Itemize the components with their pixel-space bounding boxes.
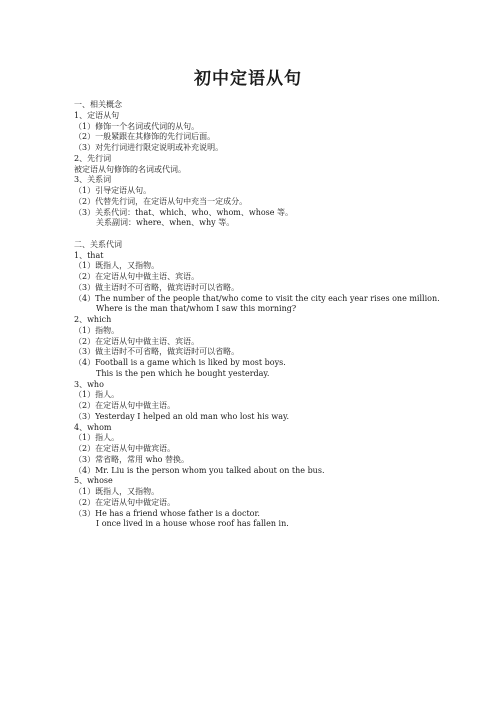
text-line: （1）既指人，又指物。 (74, 261, 160, 271)
text-line: （1）修饰一个名词或代词的从句。 (74, 121, 200, 131)
text-line: （1）既指人，又指物。 (74, 487, 160, 496)
text-line: 2、先行词 (74, 153, 112, 163)
text-line: 5、whose (74, 476, 113, 486)
text-line: （2）在定语从句中做宾语。 (74, 444, 176, 453)
text-line: 一、相关概念 (74, 100, 122, 109)
text-line: （2）代替先行词，在定语从句中充当一定成分。 (74, 196, 248, 206)
text-line: 被定语从句修饰的名词或代词。 (74, 164, 186, 174)
text-line: （1）指物。 (74, 325, 120, 335)
text-line: （1）指人。 (74, 433, 120, 443)
text-line: （3）常省略，常用 who 替换。 (74, 454, 189, 464)
text-line: （3）做主语时不可省略，做宾语时可以省略。 (74, 282, 240, 292)
document-title: 初中定语从句 (194, 69, 302, 89)
text-line: 二、关系代词 (74, 239, 122, 249)
text-line: （3）He has a friend whose father is a doctor. (74, 508, 260, 518)
text-line: This is the pen which he bought yesterday. (96, 368, 270, 378)
text-line: （4）The number of the people that/who come to visit the city each year rises one million. (74, 293, 440, 303)
text-line: （1）指人。 (74, 390, 120, 400)
text-line: （3）做主语时不可省略，做宾语时可以省略。 (74, 347, 240, 357)
text-line: （2）在定语从句中做定语。 (74, 497, 176, 507)
text-line: 4、whom (74, 422, 112, 432)
text-line: I once lived in a house whose roof has fallen in. (96, 519, 289, 529)
text-line: （2）在定语从句中做主语、宾语。 (74, 336, 200, 346)
text-line: 2、which (74, 315, 112, 324)
text-line: （1）引导定语从句。 (74, 186, 152, 195)
text-line: （3）Yesterday I helped an old man who lost his way. (74, 411, 290, 421)
text-line: 关系副词：where、when、why 等。 (96, 218, 235, 228)
text-line: （3）关系代词：that、which、who、whom、whose 等。 (74, 207, 294, 217)
text-line: 1、定语从句 (74, 110, 120, 120)
text-line: 3、who (74, 379, 104, 389)
text-line: （2）在定语从句中做主语、宾语。 (74, 272, 200, 281)
text-line: （2）在定语从句中做主语。 (74, 401, 176, 410)
text-line: （2）一般紧跟在其修饰的先行词后面。 (74, 132, 216, 142)
text-line: （4）Football is a game which is liked by most boys. (74, 358, 286, 367)
text-line: （4）Mr. Liu is the person whom you talked about on the bus. (74, 465, 325, 475)
blank-line (74, 229, 484, 240)
document-body (74, 100, 484, 530)
text-line: （3）对先行词进行限定说明或补充说明。 (74, 143, 224, 152)
text-line: Where is the man that/whom I saw this morning? (96, 304, 297, 314)
text-line: 1、that (74, 250, 104, 260)
text-line: 3、关系词 (74, 175, 112, 185)
